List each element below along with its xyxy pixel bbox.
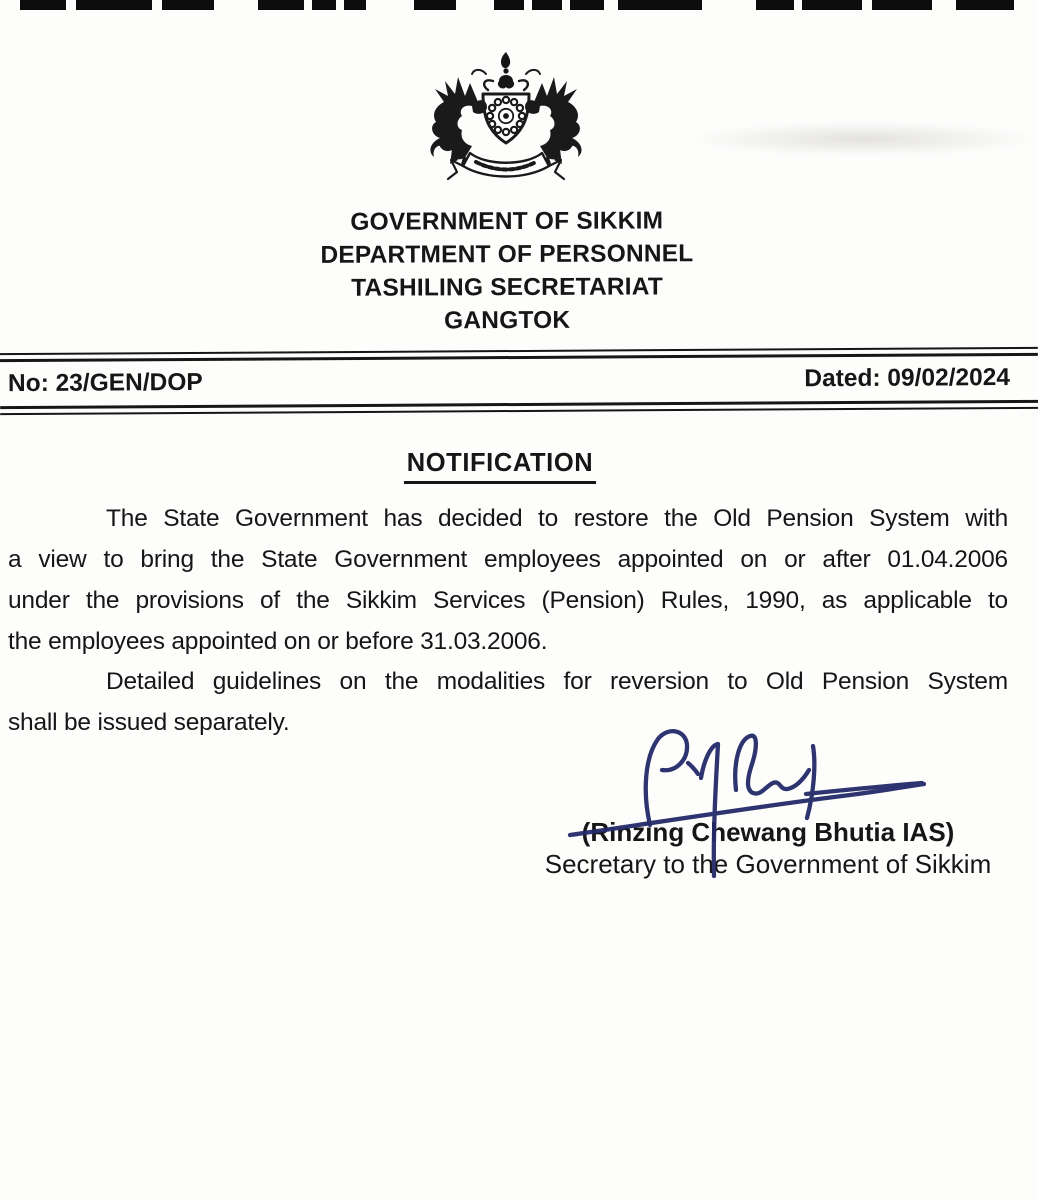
double-rule-bottom bbox=[0, 400, 1038, 415]
double-rule-top bbox=[0, 347, 1038, 362]
letterhead-line-government: GOVERNMENT OF SIKKIM bbox=[350, 207, 664, 236]
signature-stroke bbox=[807, 746, 814, 818]
reference-band bbox=[0, 347, 1038, 415]
sikkim-emblem-icon bbox=[420, 50, 592, 190]
letterhead bbox=[0, 203, 1038, 340]
letterhead-line-secretariat: TASHILING SECRETARIAT bbox=[351, 273, 664, 302]
title-row bbox=[0, 449, 1038, 484]
paragraph-2-line: Detailed guidelines on the modalities for reversion to Old Pension System bbox=[106, 668, 1008, 695]
letterhead-line-department: DEPARTMENT OF PERSONNEL bbox=[320, 240, 694, 269]
scan-edge-artifact bbox=[0, 0, 1038, 10]
letterhead-line-city: GANGTOK bbox=[444, 306, 571, 335]
reference-number: No: 23/GEN/DOP bbox=[7, 368, 203, 398]
scan-smudge bbox=[690, 122, 1035, 156]
signatory-name: (Rinzing Chewang Bhutia IAS) bbox=[581, 817, 955, 847]
reference-row bbox=[0, 362, 1038, 400]
paragraph-1-line: a view to bring the State Government employees appointed on or after 01.04.2006 bbox=[8, 546, 1008, 573]
signature-ink bbox=[530, 720, 940, 890]
signature-stroke bbox=[701, 744, 718, 876]
signatory-designation: Secretary to the Government of Sikkim bbox=[544, 849, 992, 879]
paragraph-1-line: The State Government has decided to restore the Old Pension System with bbox=[106, 505, 1008, 532]
paragraph-1-line: the employees appointed on or before 31.03.2006. bbox=[8, 628, 548, 655]
signature-stroke bbox=[570, 784, 924, 835]
notification-title: NOTIFICATION bbox=[404, 449, 597, 484]
signature-stroke bbox=[646, 731, 687, 825]
signature-stroke bbox=[735, 736, 809, 794]
paragraph-1 bbox=[8, 498, 1008, 662]
signature-stroke bbox=[688, 763, 698, 774]
reference-date: Dated: 09/02/2024 bbox=[804, 364, 1011, 393]
paragraph-2-line: shall be issued separately. bbox=[8, 709, 290, 736]
paragraph-1-line: under the provisions of the Sikkim Services (Pension) Rules, 1990, as applicable to bbox=[8, 587, 1008, 614]
